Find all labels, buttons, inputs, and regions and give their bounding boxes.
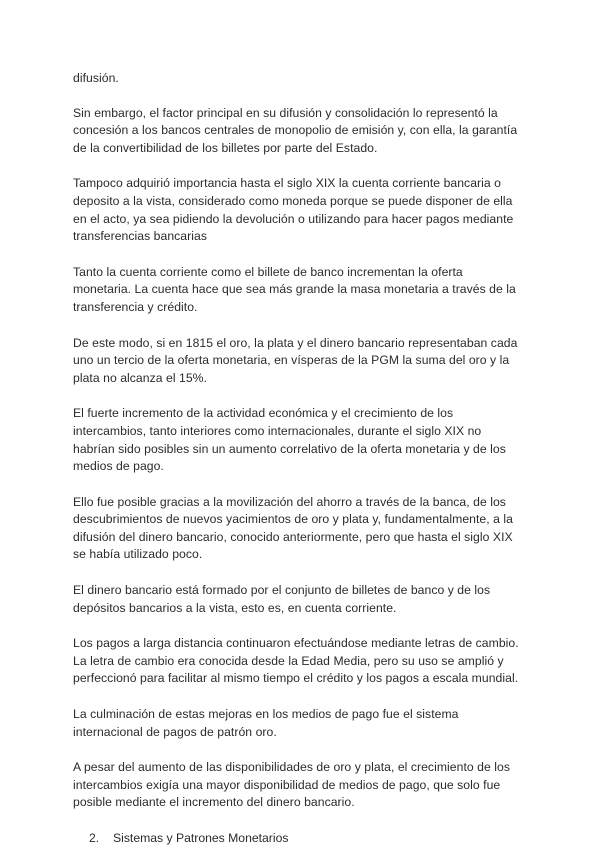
- paragraph-7: Ello fue posible gracias a la movilización del ahorro a través de la banca, de los descubrimientos de nuevos yacimientos de oro y plata y, fundamentalmente, a la difusión del dinero bancario, conocido anteriormente, pero que hasta el siglo XIX se había utilizado poco.: [73, 494, 513, 562]
- paragraph-11: A pesar del aumento de las disponibilidades de oro y plata, el crecimiento de los intercambios exigía una mayor disponibilidad de medios de pago, que solo fue posible mediante el incremento del dinero bancario.: [73, 760, 510, 810]
- paragraph-5: De este modo, si en 1815 el oro, la plata y el dinero bancario representaban cada uno un tercio de la oferta monetaria, en vísperas de la PGM la suma del oro y la plata no alcanza el 15%.: [73, 335, 518, 385]
- paragraph-1: difusión.: [73, 71, 119, 85]
- paragraph-6: El fuerte incremento de la actividad económica y el crecimiento de los intercambios, tanto interiores como internacionales, durante el siglo XIX no habrían sido posibles sin un aumento correlativo de la oferta monetaria y de los medios de pago.: [73, 406, 506, 474]
- paragraph-9: Los pagos a larga distancia continuaron efectuándose mediante letras de cambio. La letra de cambio era conocida desde la Edad Media, pero su uso se amplió y perfeccionó para facilitar al mismo tiempo el crédito y los pagos a escala mundial.: [73, 636, 519, 686]
- paragraph-4: Tanto la cuenta corriente como el billete de banco incrementan la oferta monetaria. La cuenta hace que sea más grande la masa monetaria a través de la transferencia y crédito.: [73, 264, 516, 314]
- section-heading: [89, 830, 531, 848]
- paragraph-2: Sin embargo, el factor principal en su difusión y consolidación lo representó la concesión a los bancos centrales de monopolio de emisión y, con ella, la garantía de la convertibilidad de los billetes por parte del Estado.: [73, 105, 518, 155]
- section-heading-title: Sistemas y Patrones Monetarios: [113, 831, 289, 845]
- document-page: [73, 70, 531, 848]
- section-heading-number: 2.: [89, 831, 100, 845]
- paragraph-10: La culminación de estas mejoras en los medios de pago fue el sistema internacional de pagos de patrón oro.: [73, 707, 459, 739]
- paragraph-8: El dinero bancario está formado por el conjunto de billetes de banco y de los depósitos bancarios a la vista, esto es, en cuenta corriente.: [73, 583, 491, 615]
- paragraph-3: Tampoco adquirió importancia hasta el siglo XIX la cuenta corriente bancaria o deposito a la vista, considerado como moneda porque se puede disponer de ella en el acto, ya sea pidiendo la devolución o utilizando para hacer pagos mediante transferencias bancarias: [73, 176, 514, 244]
